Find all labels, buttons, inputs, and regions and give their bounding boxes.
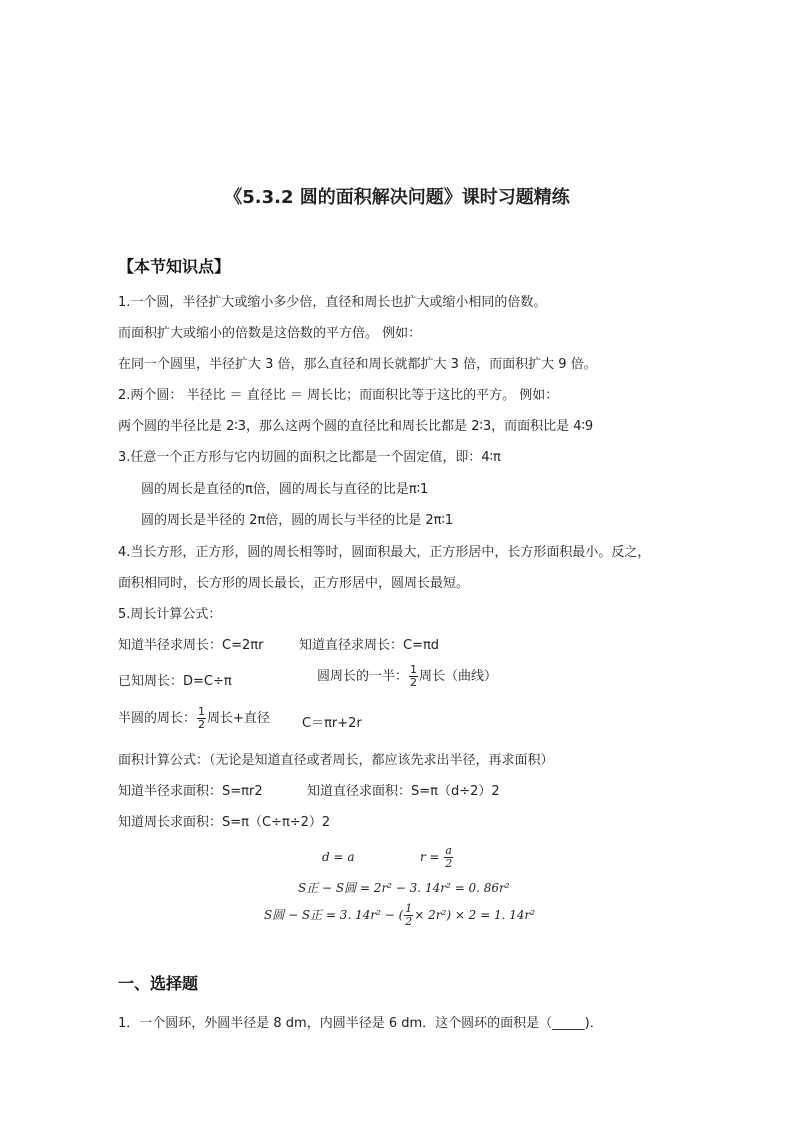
knowledge-line-8: 圆的周长是半径的 2π倍，圆的周长与半径的比是 2π∶1: [141, 513, 454, 528]
formula-half-circumference: 圆周长的一半： $\frac{1}{2}$ 周长（曲线）: [317, 663, 498, 689]
formula-area-radius: 知道半径求面积：S=πr2: [118, 784, 263, 799]
formula-circumference-radius: 知道半径求周长：C=2πr: [118, 638, 264, 653]
fraction-a-over-2: $\frac{a}{2}$: [445, 844, 453, 870]
area-formula-intro: 面积计算公式：（无论是知道直径或者周长，都应该先求出半径，再求面积）: [118, 753, 554, 768]
fraction-one-half: $\frac{1}{2}$: [405, 902, 413, 928]
formula-area-diameter: 知道直径求面积：S=π（d÷2）2: [307, 784, 500, 799]
formula-semicircle-c: C＝πr+2r: [302, 716, 362, 731]
formula-circle-minus-square: S圆 − S正 = 3. 14r² − ( $\frac{1}{2}$ × 2r²) × 2 = 1. 14r²: [264, 902, 536, 928]
formula-square-minus-circle: S正 − S圆 = 2r² − 3. 14r² = 0. 86r²: [298, 881, 510, 895]
formula-r-equals-a-half: r = $\frac{a}{2}$: [420, 844, 453, 870]
knowledge-line-5: 两个圆的半径比是 2∶3，那么这两个圆的直径比和周长比都是 2∶3，而面积比是 4∶9: [118, 419, 594, 434]
fraction-one-half: $\frac{1}{2}$: [198, 705, 206, 731]
knowledge-line-9: 4.当长方形，正方形，圆的周长相等时，圆面积最大，正方形居中，长方形面积最小。反之，: [118, 545, 651, 560]
knowledge-line-7: 圆的周长是直径的π倍，圆的周长与直径的比是π∶1: [141, 482, 429, 497]
formula-d-equals-a: d = a: [322, 850, 355, 864]
knowledge-line-4: 2.两个圆： 半径比 ＝ 直径比 ＝ 周长比；而面积比等于这比的平方。 例如：: [118, 388, 559, 403]
page-title: 《5.3.2 圆的面积解决问题》课时习题精练: [224, 187, 570, 208]
knowledge-line-6: 3.任意一个正方形与它内切圆的面积之比都是一个固定值，即：4∶π: [118, 450, 501, 465]
fraction-one-half: $\frac{1}{2}$: [410, 663, 418, 689]
formula-diameter-from-circumference: 已知周长：D=C÷π: [118, 674, 232, 689]
section-heading-choice: 一、选择题: [118, 974, 199, 993]
knowledge-line-2: 而面积扩大或缩小的倍数是这倍数的平方倍。 例如：: [118, 326, 422, 341]
knowledge-line-3: 在同一个圆里，半径扩大 3 倍，那么直径和周长就都扩大 3 倍，而面积扩大 9 倍。: [118, 357, 597, 372]
formula-circumference-diameter: 知道直径求周长：C=πd: [299, 638, 440, 653]
formula-semicircle-perimeter: 半圆的周长： $\frac{1}{2}$ 周长+直径: [118, 705, 270, 731]
knowledge-line-1: 1.一个圆，半径扩大或缩小多少倍，直径和周长也扩大或缩小相同的倍数。: [118, 295, 547, 310]
knowledge-line-10: 面积相同时，长方形的周长最长，正方形居中，圆周长最短。: [118, 576, 470, 591]
section-heading-knowledge: 【本节知识点】: [118, 257, 231, 276]
knowledge-line-11: 5.周长计算公式：: [118, 607, 222, 622]
question-1: 1．一个圆环，外圆半径是 8 dm，内圆半径是 6 dm．这个圆环的面积是（_____)．: [118, 1016, 603, 1031]
formula-area-circumference: 知道周长求面积：S=π（C÷π÷2）2: [118, 815, 331, 830]
